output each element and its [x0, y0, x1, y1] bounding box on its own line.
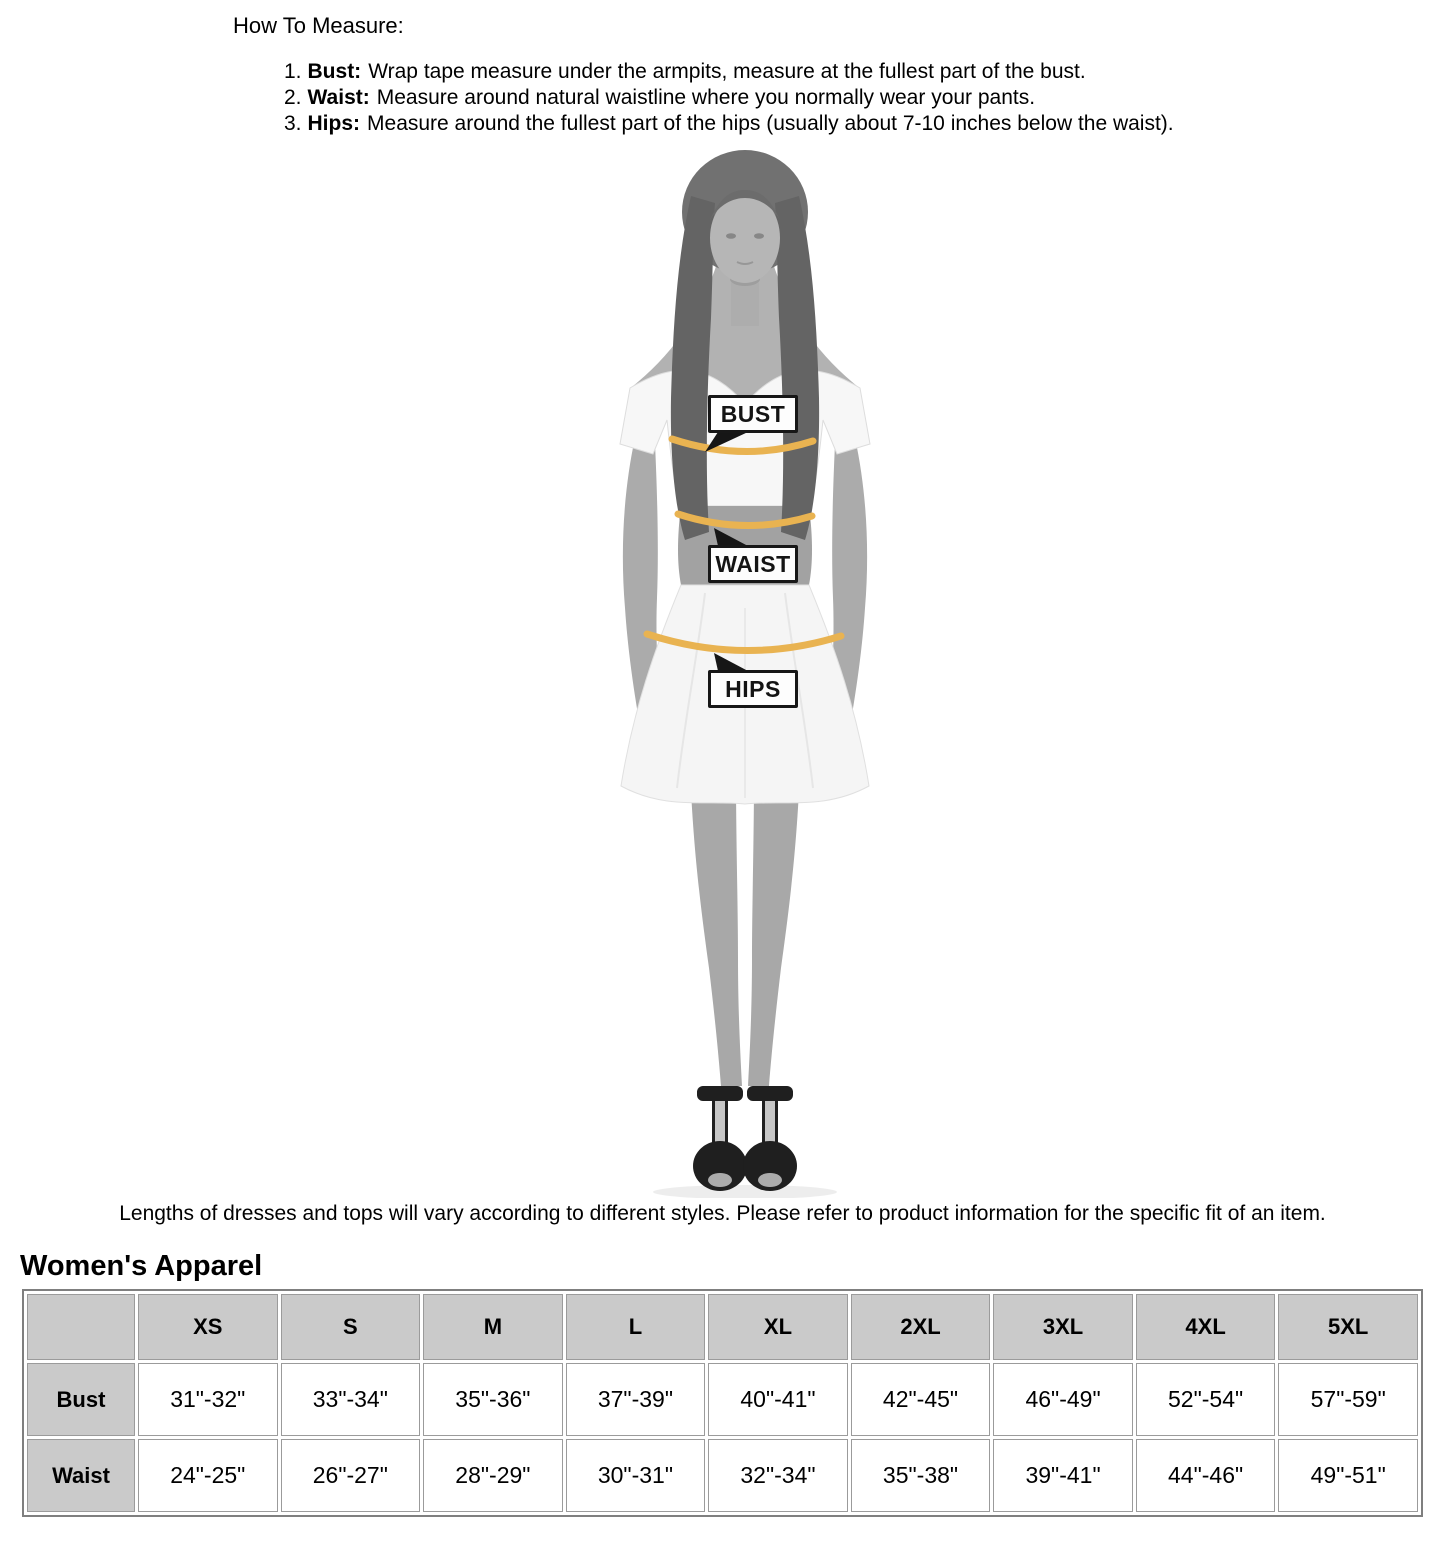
bust-row: [27, 1363, 1418, 1436]
size-value-cell: 24"-25": [138, 1439, 278, 1512]
howto-heading: How To Measure:: [233, 13, 404, 38]
figure-left-shoe: [693, 1086, 747, 1191]
fit-note-caption: Lengths of dresses and tops will vary according to different styles. Please refer to product information for the specific fit of an item.: [119, 1202, 1326, 1225]
size-value-cell: 32"-34": [708, 1439, 848, 1512]
item-label: Waist:: [307, 86, 370, 109]
size-value-cell: 37"-39": [566, 1363, 706, 1436]
size-column-header: XL: [708, 1294, 848, 1360]
howto-list: [284, 59, 1174, 137]
size-value-cell: 42"-45": [851, 1363, 991, 1436]
measure-row-header: Waist: [27, 1439, 135, 1512]
bust-label: BUST: [708, 395, 798, 433]
size-chart-table: [22, 1289, 1423, 1517]
size-header-row: [27, 1294, 1418, 1360]
size-value-cell: 46"-49": [993, 1363, 1133, 1436]
item-number: 1.: [284, 60, 302, 83]
measure-row-header: Bust: [27, 1363, 135, 1436]
size-value-cell: 30"-31": [566, 1439, 706, 1512]
corner-cell: [27, 1294, 135, 1360]
waist-row: [27, 1439, 1418, 1512]
item-number: 2.: [284, 86, 302, 109]
ground-shadow: [653, 1185, 837, 1198]
size-value-cell: 40"-41": [708, 1363, 848, 1436]
figure-right-leg: [748, 768, 800, 1086]
size-column-header: XS: [138, 1294, 278, 1360]
figure-left-leg: [690, 768, 742, 1086]
size-column-header: 4XL: [1136, 1294, 1276, 1360]
size-value-cell: 49"-51": [1278, 1439, 1418, 1512]
hips-label: HIPS: [708, 670, 798, 708]
size-value-cell: 57"-59": [1278, 1363, 1418, 1436]
waist-label: WAIST: [708, 545, 798, 583]
size-column-header: 3XL: [993, 1294, 1133, 1360]
item-number: 3.: [284, 112, 302, 135]
howto-item-bust: [284, 59, 1174, 85]
size-value-cell: 44"-46": [1136, 1439, 1276, 1512]
size-value-cell: 35"-38": [851, 1439, 991, 1512]
item-label: Hips:: [307, 112, 361, 135]
item-text: Wrap tape measure under the armpits, measure at the fullest part of the bust.: [368, 60, 1086, 83]
item-text: Measure around the fullest part of the hips (usually about 7-10 inches below the waist).: [367, 112, 1174, 135]
size-value-cell: 31"-32": [138, 1363, 278, 1436]
howto-item-waist: [284, 85, 1174, 111]
size-value-cell: 39"-41": [993, 1439, 1133, 1512]
size-value-cell: 33"-34": [281, 1363, 421, 1436]
figure-left-eye: [726, 233, 736, 239]
size-column-header: 2XL: [851, 1294, 991, 1360]
item-label: Bust:: [307, 60, 362, 83]
size-value-cell: 35"-36": [423, 1363, 563, 1436]
size-column-header: M: [423, 1294, 563, 1360]
howto-item-hips: [284, 111, 1174, 137]
size-column-header: 5XL: [1278, 1294, 1418, 1360]
figure-right-eye: [754, 233, 764, 239]
item-text: Measure around natural waistline where you normally wear your pants.: [376, 86, 1036, 109]
measurement-model-figure: [585, 148, 905, 1198]
size-column-header: S: [281, 1294, 421, 1360]
size-column-header: L: [566, 1294, 706, 1360]
figure-right-shoe: [743, 1086, 797, 1191]
size-value-cell: 52"-54": [1136, 1363, 1276, 1436]
size-value-cell: 28"-29": [423, 1439, 563, 1512]
section-title: Women's Apparel: [20, 1250, 263, 1282]
size-value-cell: 26"-27": [281, 1439, 421, 1512]
